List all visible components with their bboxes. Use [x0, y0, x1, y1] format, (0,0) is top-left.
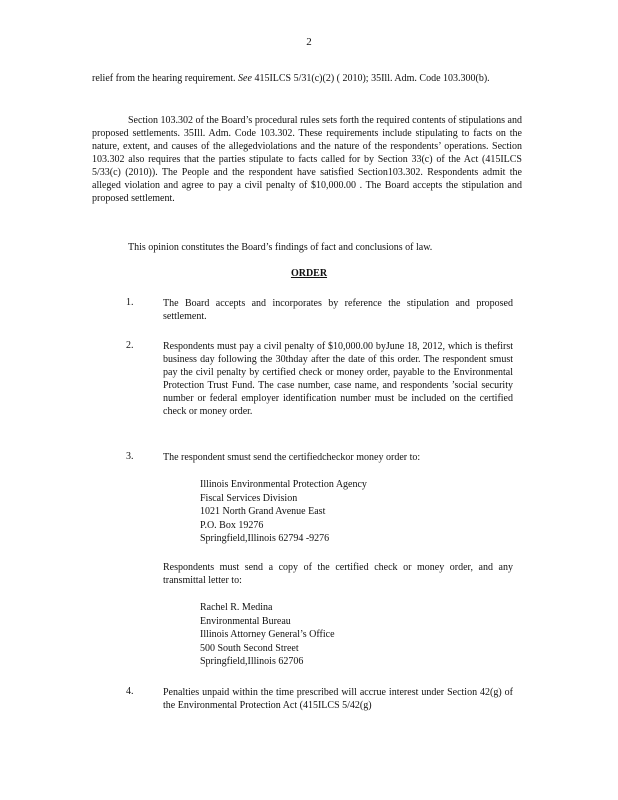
- item-text: Penalties unpaid within the time prescribed will accrue interest under Section 42(g) of the Environmental Protection Act (415ILCS 5/42(g): [163, 687, 513, 711]
- hearing-text: relief from the hearing requirement.: [92, 73, 236, 84]
- item-number: 1.: [126, 297, 134, 308]
- address-line: Fiscal Services Division: [200, 492, 298, 504]
- address-line: Rachel R. Medina: [200, 602, 273, 613]
- hearing-citation: 415ILCS 5/31(c)(2) ( 2010); 35Ill. Adm. Code 103.300(b).: [251, 73, 490, 84]
- copy-instruction: Respondents must send a copy of the certified check or money order, and any transmittal letter to:: [163, 562, 513, 586]
- paragraph-opinion: This opinion constitutes the Board’s findings of fact and conclusions of law.: [128, 242, 433, 253]
- address-attorney-general: [200, 601, 335, 669]
- address-line: Environmental Bureau: [200, 615, 291, 627]
- item-text: The Board accepts and incorporates by reference the stipulation and proposed settlement.: [163, 298, 513, 322]
- address-line: Springfield,Illinois 62794 -9276: [200, 533, 330, 544]
- address-line: 500 South Second Street: [200, 642, 299, 654]
- paragraph-hearing-requirement: [92, 72, 522, 85]
- address-line: 1021 North Grand Avenue East: [200, 506, 326, 517]
- item-text: The respondent smust send the certifiedcheckor money order to:: [163, 452, 421, 463]
- address-line: Springfield,Illinois 62706: [200, 656, 304, 667]
- item-text: Respondents must pay a civil penalty of $10,000.00 byJune 18, 2012, which is thefirst business day following the 30thday after the date of this order. The respondent smust pay the civil penalty by certified check or money order, payable to the Environmental Protection Trust Fund. The case number, case name, and respondents ’social security number or federal employer identification number must be included on the certified check or money order.: [163, 341, 513, 417]
- page-number: 2: [306, 36, 312, 48]
- address-line: Illinois Environmental Protection Agency: [200, 479, 367, 490]
- address-line: Illinois Attorney General’s Office: [200, 629, 335, 640]
- order-heading: ORDER: [290, 268, 328, 279]
- address-line: P.O. Box 19276: [200, 519, 264, 531]
- item-number: 3.: [126, 451, 134, 462]
- address-epa: [200, 478, 367, 546]
- see-citation: See: [238, 73, 252, 84]
- item-number: 4.: [126, 686, 134, 697]
- paragraph-stipulation: Section 103.302 of the Board’s procedural rules sets forth the required contents of stipulations and proposed settlements. 35Ill. Adm. Code 103.302. These requirements include stipulating to facts on the nature, extent, and causes of the allegedviolations and the nature of the respondents’ operations. Section 103.302 also requires that the parties stipulate to facts called for by Section 33(c) of the Act (415ILCS 5/33(c) (2010)). The People and the respondent have satisfied Section103.302. Respondents admit the alleged violation and agree to pay a civil penalty of $10,000.00 . The Board accepts the stipulation and proposed settlement.: [92, 115, 522, 204]
- item-number: 2.: [126, 340, 134, 351]
